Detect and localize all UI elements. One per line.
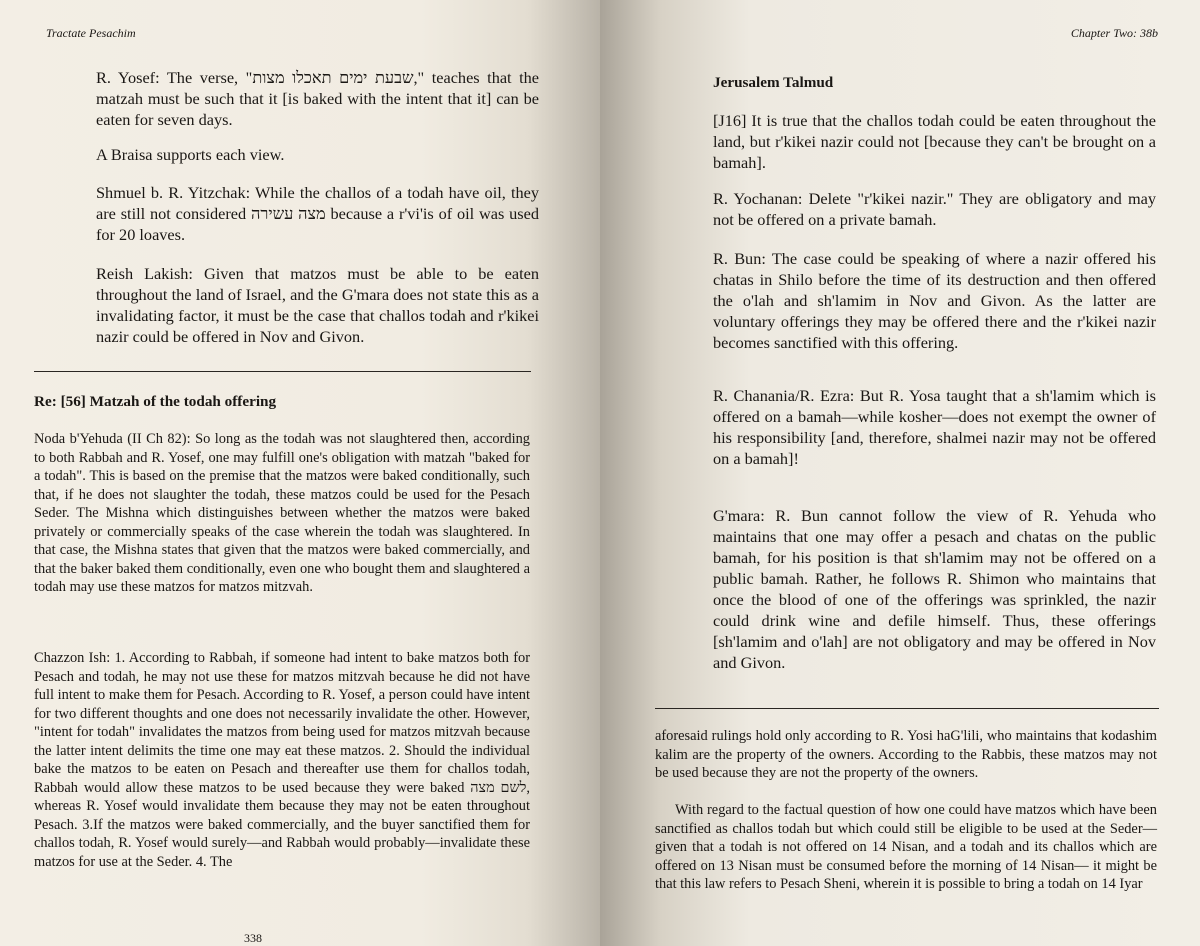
section-heading-todah: Re: [56] Matzah of the todah offering [34,393,277,410]
section-divider-left [34,371,531,372]
paragraph-factual-question: With regard to the factual question of how one could have matzos which have been sanctified as challos todah but which could still be eligible to be used at the Seder— given that a todah is not offered on 14 Nisan, and a todah and its challos which are offered on 13 Nisan must be consumed before the morning of 14 Nisan— it might be that this law refers to Pesach Sheni, wherein it is possible to bring a todah on 14 Iyar [655,802,1157,892]
paragraph-gmara: G'mara: R. Bun cannot follow the view of R. Yehuda who maintains that one may offer a pesach and chatas on the public bamah, for his position is that sh'lamim may not be offered on a public bamah. Rather, he follows R. Shimon who maintains that once the blood of one of the offerings was sprinkled, the nazir could drink wine and defile himself. Thus, these offerings [sh'lamim and o'lah] are not obligatory and may be offered in Nov and Givon. [713,506,1156,672]
running-head-right: Chapter Two: 38b [1070,26,1158,40]
paragraph-noda-byehuda: Noda b'Yehuda (II Ch 82): So long as the todah was not slaughtered then, according to both Rabbah and R. Yosef, one may fulfill one's obligation with matzah "baked for a todah". This is based on the premise that the matzos were baked conditionally, such that, if he does not slaughter the todah, these matzos could be used for the Pesach Seder. The Mishna which distinguishes between whether the matzos were baked privately or commercially speaks of the case wherein the todah was slaughtered. In that case, the Mishna states that given that the matzos were baked commercially, and that the baker baked them conditionally, even one who bought them and slaughtered a todah may use these matzos for matzos mitzvah. [34,431,530,595]
page-number-left: 338 [244,931,262,945]
paragraph-reish-lakish: Reish Lakish: Given that matzos must be able to be eaten throughout the land of Israel, and the G'mara does not state this as a invalidating factor, it must be the case that challos todah and r'kikei nazir could be offered in Nov and Givon. [96,264,539,346]
paragraph-chazzon-ish: Chazzon Ish: 1. According to Rabbah, if someone had intent to bake matzos both for Pesach and todah, he may not use these for matzos mitzvah because he did not have full intent to make them for Pesach. According to R. Yosef, a person could have intent for two different thoughts and one does not necessarily invalidate the other. However, "intent for todah" invalidates the matzos from being used for matzos mitzvah because the latter intent delimits the time one may eat these matzos. 2. Should the individual bake the matzos to be eaten on Pesach and thereafter use them for challos todah, Rabbah would allow these matzos to be used because they were baked לשם מצה, whereas R. Yosef would invalidate them because they may not be eaten throughout Pesach. 3.If the matzos were baked commercially, and the buyer sanctified them for challos todah, R. Yosef would surely—and Rabbah would probably—invalidate these matzos for use at the Seder. 4. The [34,650,530,870]
paragraph-braisa: A Braisa supports each view. [96,145,285,164]
running-head-left: Tractate Pesachim [46,26,136,40]
paragraph-aforesaid-rulings: aforesaid rulings hold only according to R. Yosi haG'lili, who maintains that kodashim kalim are the property of the owners. According to the Rabbis, these matzos may not be used because they are not the property of the owners. [655,728,1157,781]
paragraph-shmuel: Shmuel b. R. Yitzchak: While the challos of a todah have oil, they are still not considered מצה עשירה because a r'vi'is of oil was used for 20 loaves. [96,183,539,244]
paragraph-r-bun: R. Bun: The case could be speaking of where a nazir offered his chatas in Shilo before the time of its destruction and then offered the o'lah and sh'lamim in Nov and Givon. As the latter are voluntary offerings they may be offered there and the r'kikei nazir becomes sanctified with this offering. [713,249,1156,352]
section-divider-right [655,708,1159,709]
paragraph-r-chanania: R. Chanania/R. Ezra: But R. Yosa taught that a sh'lamim which is offered on a bamah—while kosher—does not exempt the owner of his responsibility [and, therefore, shalmei nazir may not be offered on a bamah]! [713,386,1156,468]
paragraph-r-yochanan: R. Yochanan: Delete "r'kikei nazir." They are obligatory and may not be offered on a private bamah. [713,189,1156,229]
right-page [600,0,1200,946]
paragraph-j16: [J16] It is true that the challos todah could be eaten throughout the land, but r'kikei nazir could not [because they can't be brought on a bamah]. [713,111,1156,172]
paragraph-r-yosef: R. Yosef: The verse, "שבעת ימים תאכלו מצות," teaches that the matzah must be such that it [is baked with the intent that it] can be eaten for seven days. [96,68,539,129]
section-heading-jerusalem-talmud: Jerusalem Talmud [713,74,834,91]
